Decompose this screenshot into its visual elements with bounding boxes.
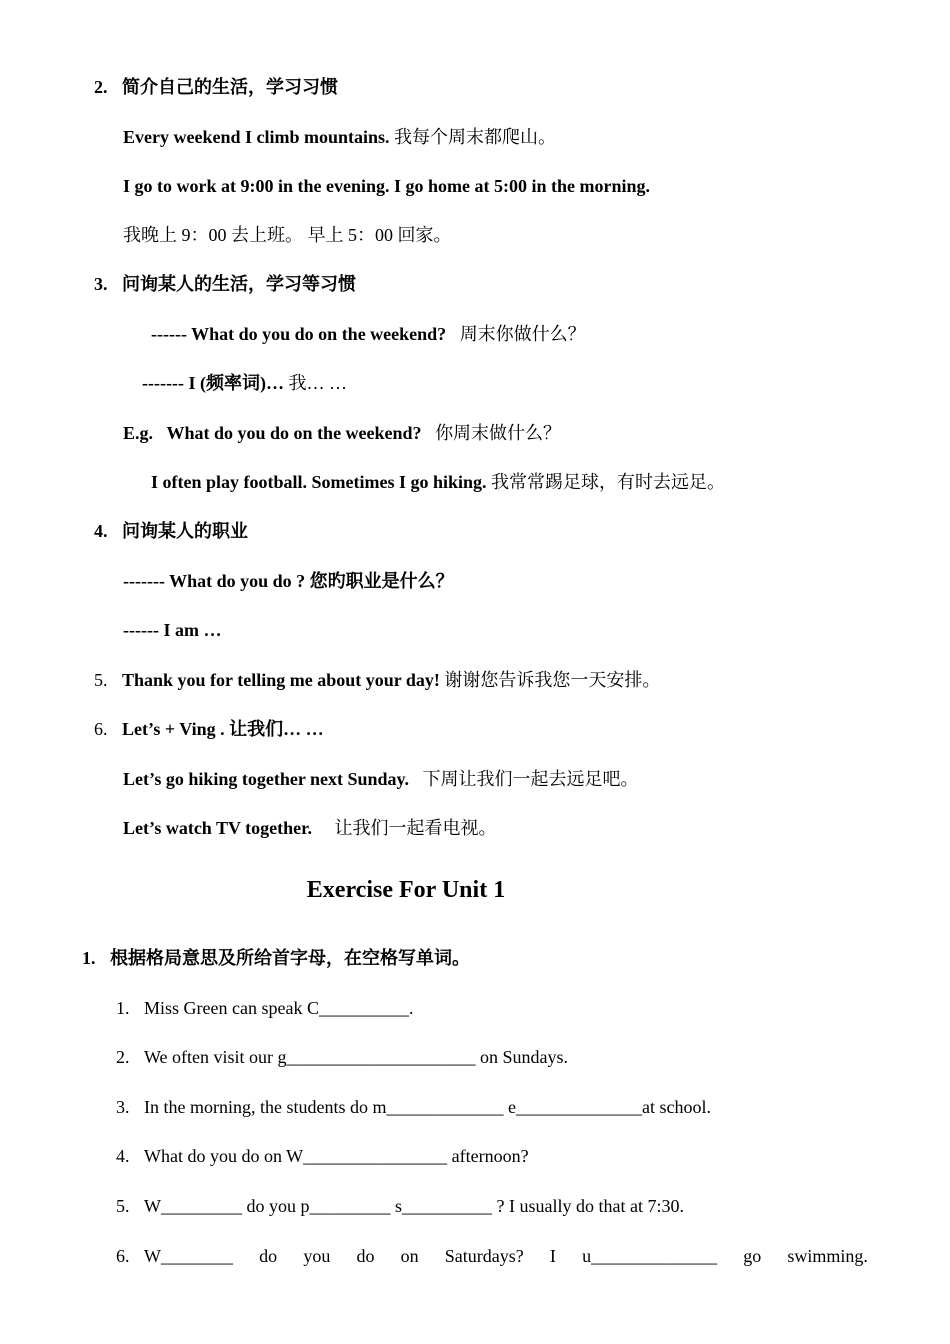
item-number: 2. bbox=[94, 77, 108, 97]
pattern-answer bbox=[142, 371, 347, 395]
word: W________ bbox=[144, 1246, 233, 1266]
english-text: Thank you for telling me about your day! bbox=[122, 670, 440, 690]
chinese-text: 让我们一起看电视。 bbox=[334, 818, 497, 838]
word: go bbox=[743, 1246, 762, 1266]
chinese-text: 我… … bbox=[288, 373, 347, 393]
section-3-heading bbox=[94, 272, 356, 296]
heading-text: 问询某人的职业 bbox=[122, 521, 248, 541]
item-number: 6. bbox=[116, 1246, 130, 1266]
word: swimming. bbox=[787, 1246, 868, 1266]
chinese-text: 你周末做什么？ bbox=[435, 423, 562, 443]
item-number: 4. bbox=[94, 521, 108, 541]
exercise-item bbox=[116, 1095, 711, 1119]
exercise-item bbox=[116, 1194, 684, 1218]
item-number: 2. bbox=[116, 1047, 130, 1067]
item-number: 1. bbox=[82, 948, 96, 968]
english-text: ------- I (频率词)… bbox=[142, 373, 284, 393]
chinese-text: 谢谢您告诉我您一天安排。 bbox=[444, 670, 661, 690]
word: on bbox=[400, 1246, 419, 1266]
example-question bbox=[123, 421, 561, 445]
example-line bbox=[123, 125, 556, 149]
english-text: I often play football. Sometimes I go hiking. bbox=[151, 472, 487, 492]
section-5 bbox=[94, 668, 660, 692]
example-line bbox=[123, 816, 496, 840]
heading-text: 简介自己的生活，学习习惯 bbox=[122, 77, 338, 97]
exercise-item-6 bbox=[116, 1244, 868, 1268]
english-text: Let’s watch TV together. bbox=[123, 818, 312, 838]
exercise-item bbox=[116, 1045, 568, 1069]
item-number: 3. bbox=[94, 274, 108, 294]
exercise-item bbox=[116, 1144, 529, 1168]
heading-text: 问询某人的生活，学习等习惯 bbox=[122, 274, 356, 294]
job-answer: ------ I am … bbox=[123, 620, 222, 640]
chinese-text: 我每个周末都爬山。 bbox=[394, 127, 557, 147]
chinese-text: 我常常踢足球，有时去远足。 bbox=[491, 472, 726, 492]
example-line: 我晚上 9：00 去上班。 早上 5：00 回家。 bbox=[123, 225, 452, 245]
item-number: 5. bbox=[116, 1196, 130, 1216]
item-text: We often visit our g_____________________ on Sundays. bbox=[144, 1047, 569, 1067]
example-line: I go to work at 9:00 in the evening. I go home at 5:00 in the morning. bbox=[123, 176, 650, 196]
item-number: 6. bbox=[94, 719, 108, 739]
item-number: 1. bbox=[116, 998, 130, 1018]
exercise-q1-heading bbox=[82, 946, 470, 970]
item-number: 3. bbox=[116, 1097, 130, 1117]
pattern-question bbox=[151, 322, 586, 346]
word: Saturdays? bbox=[444, 1246, 524, 1266]
eg-label: E.g. bbox=[123, 423, 154, 443]
heading-text: 根据格局意思及所给首字母，在空格写单词。 bbox=[110, 948, 470, 968]
item-text bbox=[144, 1244, 868, 1268]
example-answer bbox=[151, 470, 725, 494]
word: do bbox=[259, 1246, 278, 1266]
word: do bbox=[356, 1246, 375, 1266]
job-question: ------- What do you do ? 您旳职业是什么？ bbox=[123, 571, 454, 591]
item-text: What do you do on W________________ afternoon? bbox=[144, 1146, 529, 1166]
english-text: ------ What do you do on the weekend? bbox=[151, 324, 447, 344]
chinese-text: 周末你做什么？ bbox=[459, 324, 586, 344]
section-2-heading bbox=[94, 75, 338, 99]
item-number: 5. bbox=[94, 670, 108, 690]
item-number: 4. bbox=[116, 1146, 130, 1166]
word: you bbox=[303, 1246, 331, 1266]
english-text: Let’s go hiking together next Sunday. bbox=[123, 769, 410, 789]
exercise-item bbox=[116, 996, 413, 1020]
english-text: Let’s + Ving . 让我们… … bbox=[122, 719, 324, 739]
word: I bbox=[549, 1246, 556, 1266]
section-6 bbox=[94, 717, 324, 741]
example-line bbox=[123, 767, 639, 791]
english-text: What do you do on the weekend? bbox=[166, 423, 422, 443]
word: u______________ bbox=[582, 1246, 718, 1266]
item-text: In the morning, the students do m_____________ e______________at school. bbox=[144, 1097, 711, 1117]
item-text: W_________ do you p_________ s__________ ? I usually do that at 7:30. bbox=[144, 1196, 684, 1216]
exercise-title: Exercise For Unit 1 bbox=[306, 877, 506, 903]
chinese-text: 下周让我们一起去远足吧。 bbox=[422, 769, 639, 789]
item-text: Miss Green can speak C__________. bbox=[144, 998, 414, 1018]
section-4-heading bbox=[94, 519, 248, 543]
english-text: Every weekend I climb mountains. bbox=[123, 127, 390, 147]
